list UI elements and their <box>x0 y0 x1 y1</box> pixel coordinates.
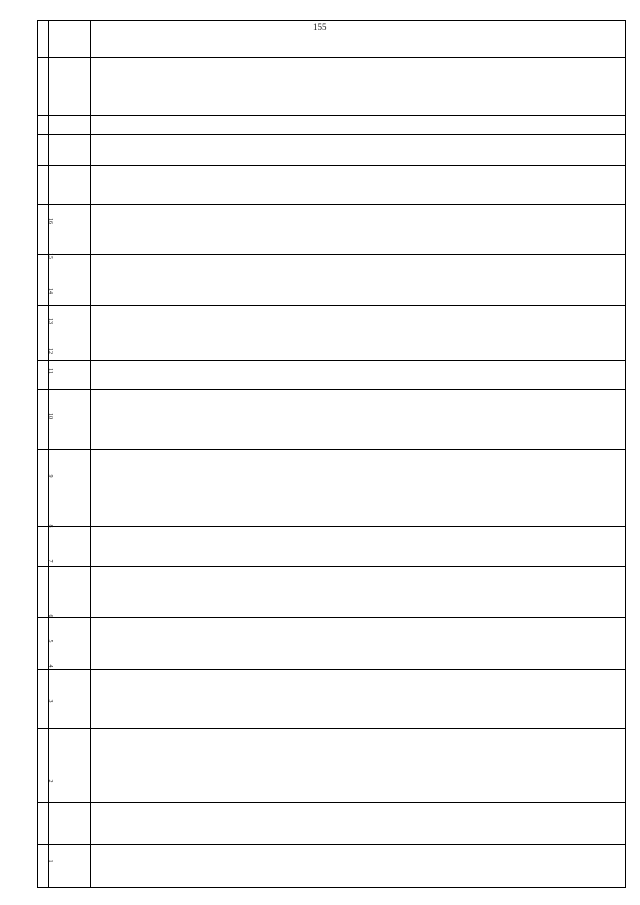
row-divider <box>38 389 625 390</box>
row-divider <box>38 254 625 255</box>
column-number: 1 <box>47 859 53 863</box>
row-divider <box>38 669 625 670</box>
row-divider <box>38 728 625 729</box>
column-number: 5 <box>47 639 53 643</box>
row-divider <box>38 449 625 450</box>
row-divider <box>38 802 625 803</box>
column-number: 7 <box>47 559 53 563</box>
row-divider <box>38 305 625 306</box>
column-numbers-divider <box>48 21 49 887</box>
row-divider <box>38 204 625 205</box>
column-number: 16 <box>47 218 53 224</box>
row-divider <box>38 617 625 618</box>
header-divider <box>90 21 91 887</box>
row-divider <box>38 134 625 135</box>
column-number: 2 <box>47 779 53 783</box>
column-number: 10 <box>47 413 53 419</box>
row-divider <box>38 57 625 58</box>
column-number: 9 <box>47 474 53 478</box>
column-number: 13 <box>47 318 53 324</box>
column-number: 8 <box>47 524 53 528</box>
column-number: 4 <box>47 664 53 668</box>
row-divider <box>38 844 625 845</box>
row-divider <box>38 115 625 116</box>
row-divider <box>38 165 625 166</box>
row-divider <box>38 566 625 567</box>
column-number: 3 <box>47 699 53 703</box>
column-number: 14 <box>47 288 53 294</box>
column-number: 6 <box>47 614 53 618</box>
column-number: 11 <box>47 368 53 374</box>
column-number: 12 <box>47 348 53 354</box>
row-divider <box>38 360 625 361</box>
table <box>37 20 626 888</box>
row-divider <box>38 526 625 527</box>
page-number: 155 <box>313 22 327 32</box>
column-number: 15 <box>47 253 53 259</box>
